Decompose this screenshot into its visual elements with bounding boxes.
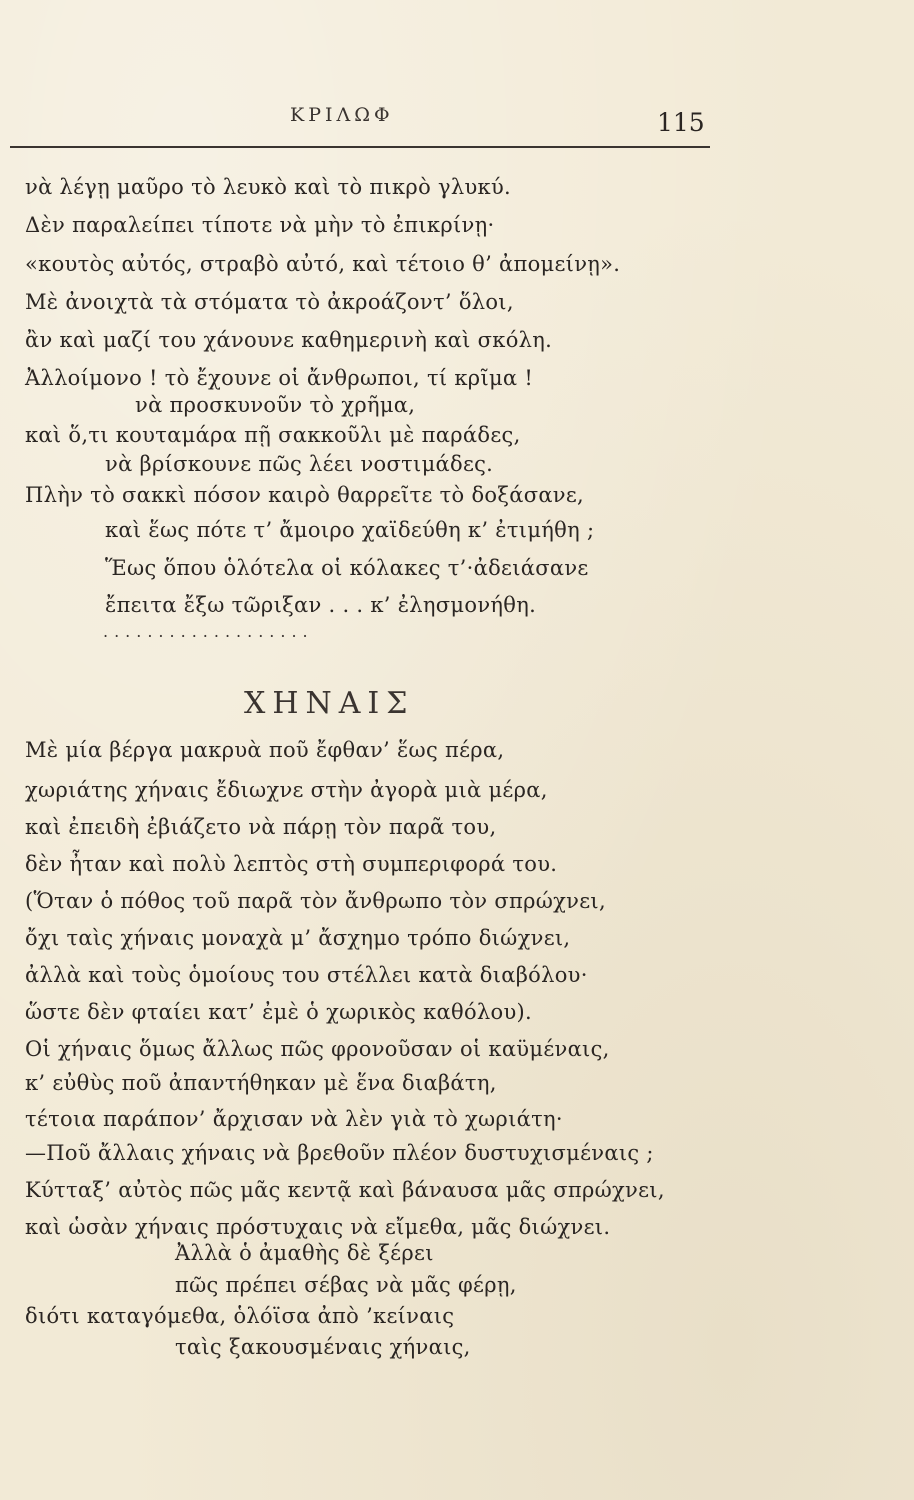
poem-line: δὲν ἦταν καὶ πολὺ λεπτὸς στὴ συμπεριφορά του. [25, 852, 558, 876]
poem-line: χωριάτης χήναις ἔδιωχνε στὴν ἀγορὰ μιὰ μέρα, [25, 778, 548, 802]
poem-line: νὰ λέγῃ μαῦρο τὸ λευκὸ καὶ τὸ πικρὸ γλυκύ. [25, 175, 511, 199]
poem-line: νὰ προσκυνοῦν τὸ χρῆμα, [135, 393, 416, 417]
poem-line: Ἕως ὅπου ὁλότελα οἱ κόλακες τ’·ἀδειάσανε [105, 556, 589, 580]
poem-line: καὶ ἐπειδὴ ἐβιάζετο νὰ πάρῃ τὸν παρᾶ του, [25, 815, 497, 839]
header-rule [10, 146, 710, 148]
poem-line: Κύτταξ’ αὐτὸς πῶς μᾶς κεντᾷ καὶ βάναυσα μᾶς σπρώχνει, [25, 1178, 665, 1202]
poem-line: ὄχι ταὶς χήναις μοναχὰ μ’ ἄσχημο τρόπο διώχνει, [25, 926, 571, 950]
poem-line: Ἀλλὰ ὁ ἀμαθὴς δὲ ξέρει [175, 1241, 434, 1265]
poem-line: τέτοια παράπον’ ἄρχισαν νὰ λὲν γιὰ τὸ χωριάτη· [25, 1107, 563, 1131]
running-head-title: ΚΡΙΛΩΦ [290, 104, 394, 126]
poem-line: (Ὅταν ὁ πόθος τοῦ παρᾶ τὸν ἄνθρωπο τὸν σπρώχνει, [25, 889, 606, 913]
poem-line: καὶ ὡσὰν χήναις πρόστυχαις νὰ εἴμεθα, μᾶς διώχνει. [25, 1215, 611, 1239]
poem-line: ἀλλὰ καὶ τοὺς ὁμοίους του στέλλει κατὰ διαβόλου· [25, 963, 588, 987]
poem-line: Πλὴν τὸ σακκὶ πόσον καιρὸ θαρρεῖτε τὸ δοξάσανε, [25, 483, 585, 507]
poem-line: ἔπειτα ἔξω τῶριξαν . . . κ’ ἐλησμονήθη. [105, 593, 537, 617]
poem-line: καὶ ἕως πότε τ’ ἄμοιρο χαϊδεύθη κ’ ἐτιμήθη ; [105, 518, 595, 542]
poem-line: ταὶς ξακουσμέναις χήναις, [175, 1335, 471, 1359]
poem-line: καὶ ὅ,τι κουταμάρα πῇ σακκοῦλι μὲ παράδες, [25, 423, 521, 447]
poem-line: νὰ βρίσκουνε πῶς λέει νοστιμάδες. [105, 452, 494, 476]
poem-line: Δὲν παραλείπει τίποτε νὰ μὴν τὸ ἐπικρίνῃ· [25, 213, 495, 237]
poem-line: πῶς πρέπει σέβας νὰ μᾶς φέρῃ, [175, 1273, 517, 1297]
section-title: ΧΗΝΑΙΣ [244, 686, 415, 721]
poem-line: ὥστε δὲν φταίει κατ’ ἐμὲ ὁ χωρικὸς καθόλου). [25, 1000, 532, 1024]
poem-line: Ἀλλοίμονο ! τὸ ἔχουνε οἱ ἄνθρωποι, τί κρῖμα ! [25, 366, 534, 390]
page-number: 115 [657, 108, 705, 137]
poem-line: Οἱ χήναις ὅμως ἄλλως πῶς φρονοῦσαν οἱ καϋμέναις, [25, 1037, 610, 1061]
poem-line: κ’ εὐθὺς ποῦ ἀπαντήθηκαν μὲ ἕνα διαβάτη, [25, 1071, 497, 1095]
poem-line: Μὲ μία βέργα μακρυὰ ποῦ ἔφθαν’ ἕως πέρα, [25, 738, 505, 762]
poem-line: —Ποῦ ἄλλαις χήναις νὰ βρεθοῦν πλέον δυστυχισμέναις ; [25, 1141, 654, 1165]
poem-line: ἂν καὶ μαζί του χάνουνε καθημερινὴ καὶ σκόλη. [25, 328, 553, 352]
ellipsis-dots: ................... [103, 622, 314, 641]
poem-line: διότι καταγόμεθα, ὁλόϊσα ἀπὸ ’κείναις [25, 1304, 455, 1328]
poem-line: Μὲ ἀνοιχτὰ τὰ στόματα τὸ ἀκροάζοντ’ ὅλοι, [25, 290, 514, 314]
poem-line: «κουτὸς αὐτός, στραβὸ αὐτό, καὶ τέτοιο θ’ ἀπομείνῃ». [25, 252, 621, 276]
